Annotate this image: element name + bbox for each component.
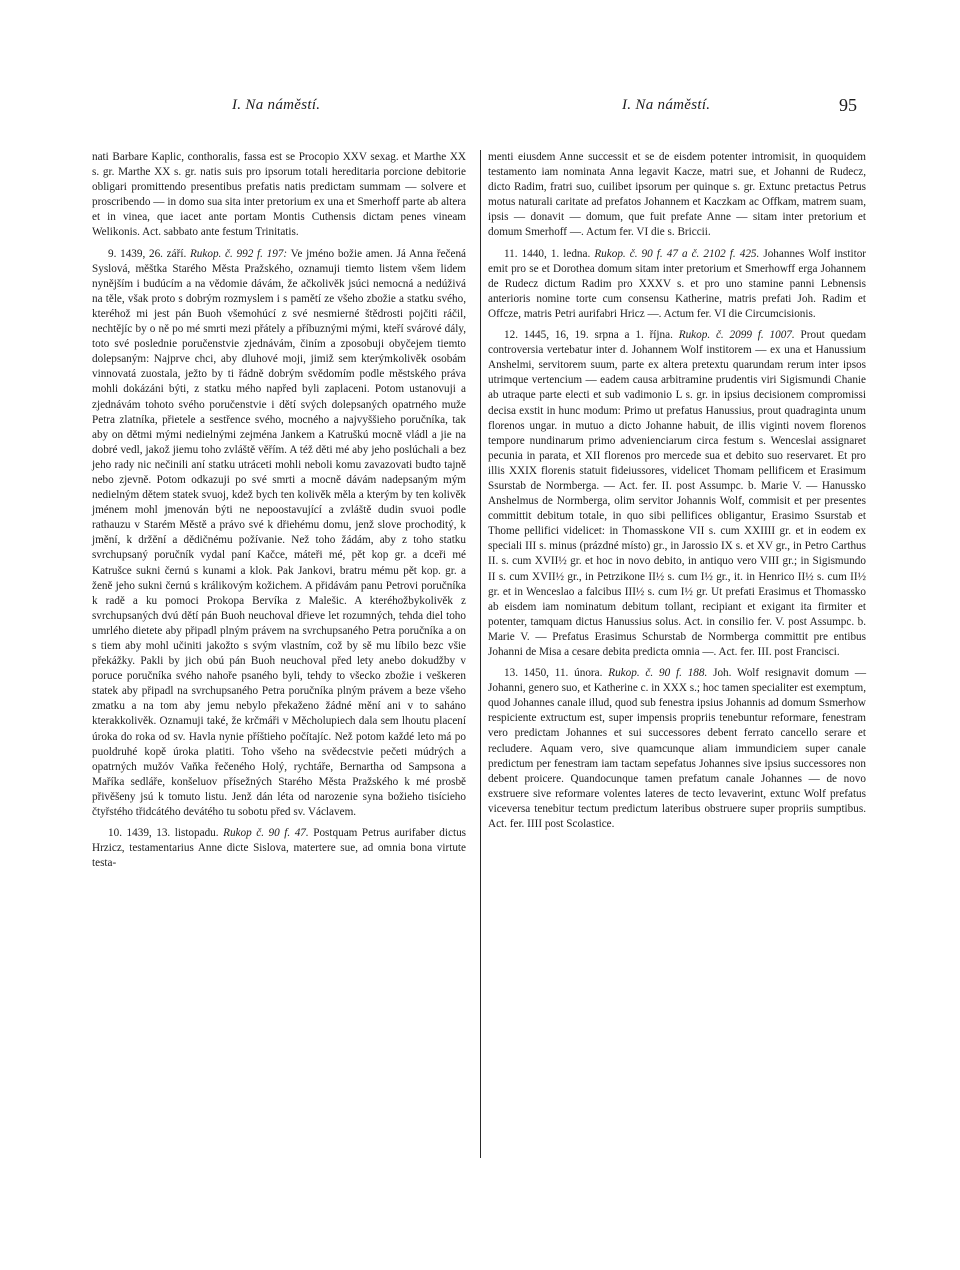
running-header bbox=[0, 97, 960, 123]
entry-12 bbox=[488, 328, 866, 660]
manuscript-reference: Rukop. č. 90 f. 188. bbox=[608, 667, 708, 680]
entry-number: 9. bbox=[108, 247, 117, 260]
page-number: 95 bbox=[839, 95, 857, 115]
continuation-paragraph: nati Barbare Kaplic, conthoralis, fassa est se Procopio XXV sexag. et Marthe XX s. gr. Marthe XX s. gr. natis suis pro ipsorum totali hereditaria porcione debitorie obligari promittendo presentibus prefatis natis predictam summam — solvere et proscribendo — in domo sua sita inter pretorium ex una et Smerhoff parte ab altera et in vinea, que iacet ante portam Montis Cuthensis dictam penes vineam Welikonis. Act. sabbato ante festum Trinitatis. bbox=[92, 151, 466, 239]
entry-10 bbox=[92, 826, 466, 871]
running-title-left: I. Na náměstí. bbox=[232, 97, 321, 113]
entry-number: 13. bbox=[504, 667, 518, 680]
entry-text: Prout quedam controversia vertebatur inter d. Johannem Wolf institorem — ex una et Hanussium Anshelmi, servitorem suum, parte ex altera pretextu quarundam rerum inter ipsos utrimque vertencium — eadem causa arbitramine prudentis viri Sigismundi Chanie ab utraque parte electi et sub vadimonio L s. gr. in ipsius decisionem compromissi decisa exstit in hunc modum: Primo ut prefatus Hanussius, prout quadraginta unum florenos ungar. in mutuo a dicto Johanne habuit, de illis viginti novem florenos tempore nundinarum primo advenienciarum circa festum s. Wenceslai assignaret pecunia in parata, et XII florenos pro mercede sua et debito suo reservaret. Et pro illis XXIX florenis statuit fideiussores, videlicet Thomam pellificem et Erasimum Ssurstab de Normberga. — Act. fer. II. post Assumpc. b. Marie V. — Hanussko Anshelmus de Normberga, olim servitor Johannis Wolf, commisit et per presentes committit debitum totale, in quo sibi pellifices obligantur, Erasimo Ssurstab et Thome pellifici videlicet: in Thomasskone VII s. cum XXIIII gr. et in eodem ex speciali III s. minus (prázdné místo) gr., in Jarossio IX s. et XV gr., in Petro Carthus II. s. cum XVII½ gr. et hoc in novo debito, in antiquo vero VIII gr.; in Sigismundo II s. cum XVII½ gr., in Petrzikone II½ s. cum I½ gr., it. in Henrico II½ s. cum II½ gr. et in Wenceslao a falcibus III½ s. cum I½ gr. Ut prefati Erasimus et Thomassko ab eisdem iam nominatum debitum tollant, recipiant et exigant ita firmiter et potenter, tamquam dictus Hanussius solus. Act. in consilio fer. V. post Assumpc. b. Marie V. — Prefatus Erasimus Schurstab de Normberga committit pre entibus Johanni de Misa a cesare debita predicta omnia —. Act. fer. III. post Francisci. bbox=[488, 329, 867, 658]
entry-date: 1450, 11. února. bbox=[523, 667, 603, 680]
entry-text: Johannes Wolf institor emit pro se et Dorothea domum sitam inter pretorium et Smerhowff erga Johannem de Rudecz dictum Radim pro XXXV s. et pro uno stamine panni Lebnensis anterioris nomine torte cum consensu Katherine, matris prefati Joh. Radim et Offcze, matris Petri aurifabri Hricz —. Actum fer. VI die Circumcisionis. bbox=[488, 247, 867, 320]
entry-date: 1440, 1. ledna. bbox=[521, 247, 591, 260]
entry-13 bbox=[488, 666, 866, 832]
entry-number: 12. bbox=[504, 329, 518, 342]
right-column bbox=[488, 150, 866, 832]
entry-date: 1445, 16, 19. srpna a 1. října. bbox=[523, 329, 673, 342]
column-divider bbox=[480, 150, 481, 1158]
entry-text: Ve jméno božie amen. Já Anna řečená Syslová, měštka Starého Města Pražského, oznamuji tiemto listem všem lidem nynějším i budúcím a na vědomie dávám, že ačkolivěk jsúci nemocná a nedúživá na těle, však proto s dobrým rozmyslem i s pamětí ze všeho zbožie a statku svého, kteréhož mi jest pán Buoh všemohúcí z své nesmierné štědrosti pojčiti ráčil, nechtějíc by o ně po mé smrti mezi přátely a příbuznými mými, kteří svárové dály, toto své poslednie poručenstvie zjednávám, činím a zposobuji obyčejem tiemto dolepsaným: Najprve chci, aby dluhové moji, jimiž sem kterýmkolivěk osobám vinnovatá zuostala, ježto by ti řádně dobrým svědomím podle městského práva mohli dokázáni býti, z statku mého napřed byli zaplaceni. Potom ustanovuji a zjednávám tohoto svého poručenstvie i dětí svých dolepsaných opatrného muže Petra zlatníka, přietele a sestřence svého, mocného a najvyššieho poručníka, tak aby on dětmi mými nedielnými zejména Jankem a Katruškú mocně vládl a jie na dobré vedl, jakož jiemu toho zvláště věřím. A též děti mé aby jeho poslúchali a bez jeho rady nic nečinili aní statku utráceti mohli neboli komu zavazovati budto tajně nebo zjevně. Potom odkazuji po své smrti a mocně dávám nadepsaným mým nedielným dětem statek svuoj, kdež bych ten kolivěk měla a kterým by ten kolivěk jménem mohl jmenován býti ne nepoostavující a zvláště dudin svuoi podle rathauzu v Starém Městě a právo své k dřiehému domu, jenž slove prochoditý, k jmění, k držění a dědičnému požívanie. Než toho žádám, aby z toho statku svrchupsaný poručník vydal paní Kačce, máteři mé, pět kop gr. a dceři mé Katrušce sukni černú s kunami a klok. Pak Jankovi, bratru mému pět kop. gr. a ženě jeho sukni černú s králikovým kožichem. A přidávám panu Petrovi poručníka k radě a ku pomoci Prokopa Bervíka z Malešic. A kteréhožbykolivěk z svrchupsaných dvú dětí pán Buoh neuchoval dřieve let rozumných, tehda diel toho umrlého dietete aby připadl plným právem na svrchupsaného Petra poručníka a on s tiem aby mohl učiniti jakožto s svým vlastním, což by sě mu líbilo bezc všie překážky. Pakli by jich obú pán Buoh neuchoval před lety anebo dokudžby v poruce poručníka svého nahoře psaného byli, tehdy to všecko zbožie i veškeren statek aby připadl na svrchupsaného Petra poručníka plným právem a beze všeho zmatku a na tom aby jemu nebylo překaženo žádné mění ani v to saháno kterakkolivěk. Oznamuji také, že krčmáři v Měcholupiech dala sem lhoutu placení úroka do roka od sv. Havla nynie příštieho počítajíc. Než potom každé leto má po puoldruhé kopě úroka platiti. Toho všeho na svědecstvie pečeti múdrých a opatrných mužóv Vaňka řečeného Holý, rychtáře, Bernartha od Sampsona a Maříka sedláře, konšeluov přísežných Starého Města Pražského k mé prosbě přivěšeny jsú k tomuto listu. Jenž dán léta od narozenie syna božieho tisícieho čtyřstého třidcátého devátého tu sobotu před sv. Václavem. bbox=[92, 247, 467, 819]
running-title-right: I. Na náměstí. bbox=[622, 97, 711, 113]
entry-number: 10. bbox=[108, 827, 122, 840]
entry-text: Postquam Petrus aurifaber dictus Hrzicz, testamentarius Anne dicte Sislova, matertere sue, ad omnia bona virtute testa- bbox=[92, 827, 467, 870]
entry-date: 1439, 13. listopadu. bbox=[126, 827, 219, 840]
manuscript-reference: Rukop. č. 992 f. 197: bbox=[189, 247, 288, 260]
entry-text: Joh. Wolf resignavit domum — Johanni, genero suo, et Katherine c. in XXX s.; hoc tamen specialiter est exemptum, quod Johannes canale illud, quod sub fenestra ipsius Johannis ad domum Ssmerhow respiciente extructum est, super impensis propriis tenebuntur reformare, fenestram vero predictam Johannes et sui successores debent ferrato cancello serare et recludere. Aquam vero, sive quamcunque aliam immundiciem super canale predictum per fenestram iam tactam sepefatus Johannes sive ipsius successores non debent proicere. Quandocunque tamen prefatum canale Johannes — de novo exstruere sive reformare volentes lateres de tecto levaverint, extunc Wolf prefatus viceversa tenebitur tectum predictum lateribus obstruere super propriis sumptibus. Act. fer. IIII post Scolastice. bbox=[488, 667, 867, 831]
entry-date: 1439, 26. září. bbox=[120, 247, 187, 260]
entry-9 bbox=[92, 247, 466, 821]
manuscript-reference: Rukop č. 90 f. 47. bbox=[223, 827, 309, 840]
left-column bbox=[92, 150, 466, 871]
manuscript-reference: Rukop. č. 2099 f. 1007. bbox=[678, 329, 795, 342]
entry-number: 11. bbox=[504, 247, 518, 260]
entry-11 bbox=[488, 247, 866, 322]
continuation-paragraph: menti eiusdem Anne successit et se de eisdem potenter intromisit, in quoquidem testamento iam nominata Anna legavit Kacze, matri sue, et Johanni de Rudecz, dicto Radim, fratri suo, cuilibet ipsorum per quinque s. gr. Extunc pretactus Petrus motus naturali caritate ad prefatos Johannem et Kaczkam ac Offkam, matrem suam, ipsis — donavit — domum, que fuit prefate Anne — sitam inter pretorium et domum Smerhoff —. Actum fer. VI die s. Briccii. bbox=[488, 151, 866, 239]
manuscript-reference: Rukop. č. 90 f. 47 a č. 2102 f. 425. bbox=[594, 247, 760, 260]
